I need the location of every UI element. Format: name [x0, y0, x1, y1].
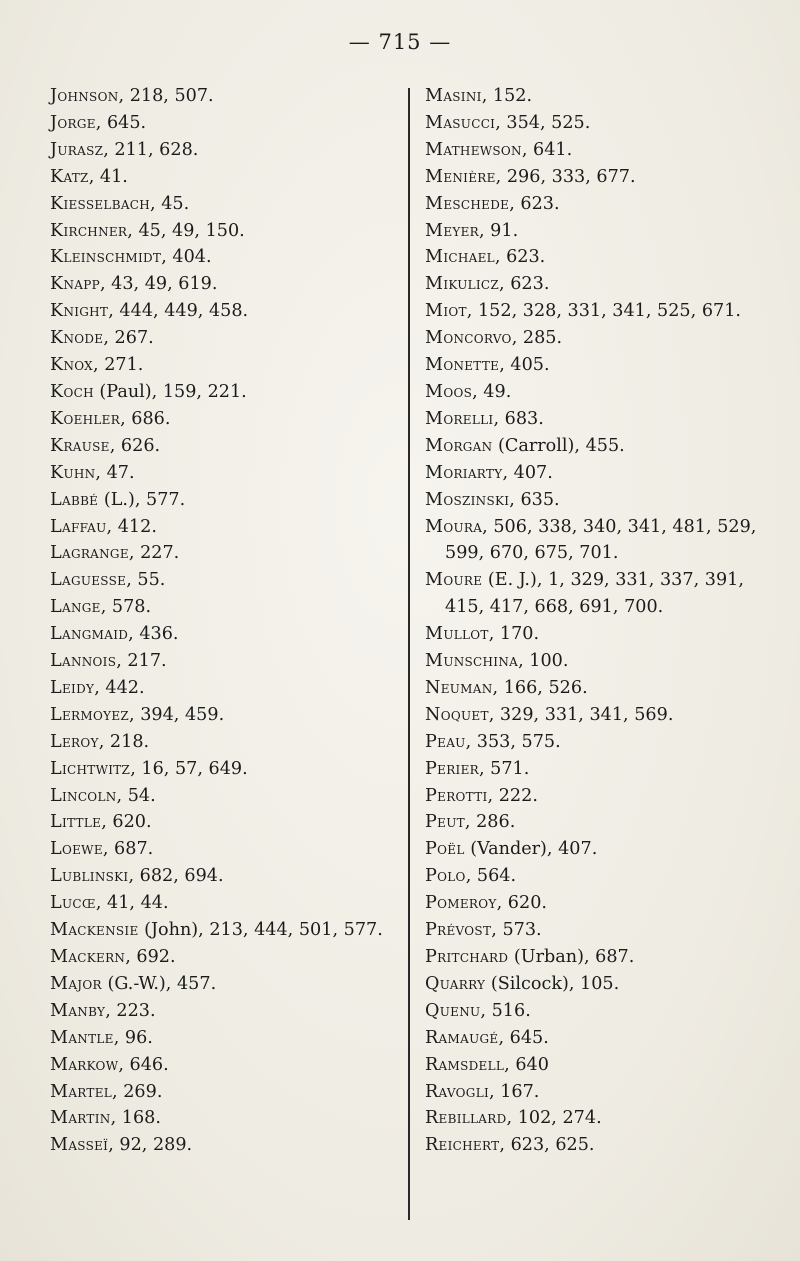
- index-entry-name: Rebillard: [425, 1108, 507, 1129]
- index-entry: [425, 863, 777, 890]
- index-entry-name: Knight: [50, 301, 109, 322]
- index-entry: [50, 917, 400, 944]
- index-entry-name: Laguesse: [50, 570, 127, 591]
- index-entry-refs: , 271.: [93, 355, 144, 376]
- index-entry-name: Laffau: [50, 516, 107, 537]
- index-entry: [50, 890, 400, 917]
- index-entry: [50, 352, 400, 379]
- index-entry-refs: , 682, 694.: [128, 866, 224, 887]
- index-entry-refs: , 43, 49, 619.: [99, 274, 218, 295]
- index-entry: [425, 325, 777, 352]
- index-entry-name: Manby: [50, 1000, 106, 1021]
- index-entry-refs: , 516.: [480, 1000, 531, 1021]
- column-divider: [408, 88, 410, 1220]
- index-entry-name: Kiesselbach: [50, 193, 151, 214]
- index-entry-refs: , 296, 333, 677.: [495, 166, 636, 187]
- index-entry-refs: , 45, 49, 150.: [127, 220, 245, 241]
- index-entry-refs: , 269.: [112, 1081, 163, 1102]
- index-entry-refs: , 405.: [499, 355, 550, 376]
- index-entry-name: Miot: [425, 301, 467, 322]
- index-entry: [50, 1105, 400, 1132]
- index-entry-name: Krause: [50, 435, 110, 456]
- index-entry-name: Masini: [425, 86, 482, 106]
- index-entry: [50, 244, 400, 271]
- index-entry-name: Perier: [425, 758, 479, 779]
- index-entry: [425, 1052, 777, 1079]
- index-entry-name: Poël: [425, 839, 465, 860]
- index-entry: [425, 998, 777, 1025]
- index-entry: [50, 567, 400, 594]
- index-entry-name: Leroy: [50, 731, 99, 752]
- index-entry-refs: , 218.: [98, 731, 150, 752]
- index-entry: [425, 809, 777, 836]
- index-entry-refs: , 683.: [493, 408, 544, 429]
- index-entry-name: Michael: [425, 247, 495, 268]
- index-entry-refs: , 444, 449, 458.: [108, 301, 249, 322]
- index-entry-refs: , 394, 459.: [129, 704, 225, 725]
- index-entry-name: Lucœ: [50, 893, 96, 914]
- index-entry: [425, 352, 777, 379]
- index-entry: [50, 271, 400, 298]
- index-entry-refs: , 285.: [511, 328, 563, 349]
- index-entry-name: Meyer: [425, 220, 479, 241]
- index-entry-name: Mikulicz: [425, 274, 500, 295]
- index-entry-refs: , 442.: [94, 677, 145, 698]
- index-entry-refs: , 41.: [88, 166, 128, 187]
- index-entry-name: Jurasz: [50, 139, 104, 160]
- index-entry-name: Langmaid: [50, 624, 129, 645]
- index-entry-name: Reichert: [425, 1135, 500, 1156]
- index-entry-refs: , 41, 44.: [95, 893, 169, 914]
- index-entry-name: Noquet: [425, 704, 489, 725]
- index-entry-refs: , 286.: [464, 812, 516, 833]
- index-entry-name: Markow: [50, 1054, 119, 1075]
- index-entry-name: Lannois: [50, 651, 117, 672]
- index-entry-name: Lagrange: [50, 543, 129, 564]
- index-entry-refs: , 54.: [116, 785, 156, 806]
- index-entry-name: Martel: [50, 1081, 113, 1102]
- index-entry-refs: , 218, 507.: [118, 86, 214, 106]
- index-entry: [425, 917, 777, 944]
- index-entry-name: Labbé: [50, 489, 99, 510]
- index-entry: [425, 83, 777, 110]
- index-entry-refs: , 267.: [103, 328, 154, 349]
- index-entry-refs: , 692.: [125, 947, 176, 967]
- index-entry-refs: , 687.: [102, 839, 154, 860]
- index-entry: [425, 218, 777, 245]
- index-entry: [425, 567, 777, 621]
- index-entry: [425, 729, 777, 756]
- index-entry: [50, 675, 400, 702]
- index-entry: [425, 621, 777, 648]
- index-entry-refs: , 564.: [465, 866, 517, 887]
- index-entry: [50, 406, 400, 433]
- index-entry-name: Monette: [425, 355, 500, 376]
- index-entry-refs: (Urban), 687.: [508, 947, 635, 967]
- index-entry: [425, 433, 777, 460]
- index-entry-refs: , 223.: [105, 1000, 156, 1021]
- index-entry-name: Lange: [50, 597, 101, 618]
- index-entry-refs: , 407.: [502, 462, 553, 483]
- index-entry-name: Moura: [425, 516, 483, 537]
- index-entry-name: Katz: [50, 166, 89, 187]
- index-entry-name: Moos: [425, 381, 473, 402]
- index-entry-name: Kuhn: [50, 462, 96, 483]
- index-entry-refs: , 100.: [518, 651, 569, 672]
- index-entry-refs: , 645.: [498, 1027, 549, 1048]
- index-entry-name: Lublinski: [50, 866, 129, 887]
- index-entry-refs: , 49.: [472, 381, 512, 402]
- index-entry: [50, 298, 400, 325]
- index-entry-name: Moszinski: [425, 489, 510, 510]
- index-entry: [425, 164, 777, 191]
- index-entry-name: Knapp: [50, 274, 100, 295]
- index-entry-name: Masseï: [50, 1135, 109, 1156]
- index-entry-refs: (Carroll), 455.: [492, 435, 625, 456]
- index-entry-name: Mackensie: [50, 920, 139, 941]
- index-entry: [50, 1025, 400, 1052]
- index-entry-refs: (E. J.), 1, 329, 331, 337, 391, 415, 417, 668, 691, 700.: [445, 570, 744, 618]
- index-entry-name: Johnson: [50, 86, 119, 106]
- index-entry-refs: , 640: [504, 1054, 549, 1075]
- index-entry-name: Perotti: [425, 785, 488, 806]
- index-entry-name: Moncorvo: [425, 328, 512, 349]
- index-entry-name: Quenu: [425, 1000, 481, 1021]
- index-entry-name: Kirchner: [50, 220, 128, 241]
- index-entry: [50, 460, 400, 487]
- index-entry-refs: , 620.: [496, 893, 547, 914]
- index-entry-refs: , 645.: [95, 112, 147, 133]
- index-entry-refs: , 436.: [128, 624, 179, 645]
- index-entry: [425, 460, 777, 487]
- index-entry-refs: , 92, 289.: [108, 1135, 193, 1156]
- index-entry: [425, 1132, 777, 1159]
- index-entry-name: Morgan: [425, 435, 493, 456]
- index-entry-refs: , 168.: [110, 1108, 161, 1129]
- index-entry: [50, 944, 400, 971]
- index-entry: [425, 271, 777, 298]
- index-entry-name: Ravogli: [425, 1081, 490, 1102]
- index-entry-refs: , 217.: [116, 651, 167, 672]
- index-entry-refs: , 635.: [509, 489, 560, 510]
- index-entry-refs: , 646.: [118, 1054, 169, 1075]
- index-entry-name: Pomeroy: [425, 893, 497, 914]
- index-entry: [50, 621, 400, 648]
- index-entry-refs: (John), 213, 444, 501, 577.: [138, 920, 383, 941]
- index-entry-refs: , 152.: [481, 86, 533, 106]
- index-entry-refs: , 686.: [120, 408, 171, 429]
- index-entry: [50, 433, 400, 460]
- index-entry-name: Koch: [50, 381, 94, 402]
- index-entry: [425, 191, 777, 218]
- index-entry: [425, 971, 777, 998]
- index-entry-refs: (Silcock), 105.: [485, 973, 620, 994]
- index-entry-refs: (Vander), 407.: [464, 839, 598, 860]
- index-entry-refs: , 167.: [489, 1081, 540, 1102]
- index-entry-name: Neuman: [425, 677, 493, 698]
- index-entry-name: Menière: [425, 166, 496, 187]
- index-entry: [50, 836, 400, 863]
- index-entry-name: Munschina: [425, 651, 519, 672]
- index-entry-refs: , 170.: [488, 624, 540, 645]
- index-entry-refs: , 166, 526.: [492, 677, 588, 698]
- index-entry-name: Jorge: [50, 112, 96, 133]
- index-entry: [50, 137, 400, 164]
- index-entry-refs: , 571.: [478, 758, 530, 779]
- index-entry: [425, 514, 777, 568]
- index-entry: [425, 406, 777, 433]
- index-entry-name: Lichtwitz: [50, 758, 131, 779]
- index-entry: [50, 648, 400, 675]
- index-entry-refs: , 626.: [109, 435, 161, 456]
- index-entry-name: Mackern: [50, 947, 126, 967]
- index-entry-name: Meschede: [425, 193, 510, 214]
- index-entry-refs: , 578.: [100, 597, 152, 618]
- index-entry-name: Prévost: [425, 920, 492, 941]
- index-entry-refs: , 16, 57, 649.: [130, 758, 248, 779]
- index-entry: [50, 863, 400, 890]
- index-entry: [425, 648, 777, 675]
- index-entry-name: Quarry: [425, 973, 486, 994]
- index-entry-refs: , 354, 525.: [495, 112, 591, 133]
- index-entry: [50, 729, 400, 756]
- index-entry-refs: , 47.: [95, 462, 135, 483]
- index-entry: [425, 137, 777, 164]
- index-entry-refs: , 222.: [487, 785, 538, 806]
- index-entry: [50, 325, 400, 352]
- index-entry: [425, 944, 777, 971]
- index-entry-name: Ramsdell: [425, 1054, 505, 1075]
- index-entry-name: Little: [50, 812, 102, 833]
- index-entry-refs: , 152, 328, 331, 341, 525, 671.: [466, 301, 741, 322]
- index-entry-name: Kleinschmidt: [50, 247, 162, 268]
- index-entry-refs: , 102, 274.: [506, 1108, 602, 1129]
- index-entry-refs: , 404.: [161, 247, 212, 268]
- index-entry: [425, 702, 777, 729]
- index-entry: [425, 890, 777, 917]
- index-entry: [50, 594, 400, 621]
- index-entry-name: Ramaugé: [425, 1027, 499, 1048]
- index-entry-name: Moriarty: [425, 462, 503, 483]
- index-entry-refs: , 55.: [126, 570, 166, 591]
- index-entry-refs: , 227.: [128, 543, 180, 564]
- index-entry: [425, 836, 777, 863]
- index-entry-refs: (L.), 577.: [98, 489, 186, 510]
- index-entry-refs: , 623.: [494, 247, 546, 268]
- index-entry-refs: , 641.: [521, 139, 573, 160]
- index-entry: [50, 218, 400, 245]
- index-entry-refs: , 91.: [479, 220, 519, 241]
- index-entry-name: Loewe: [50, 839, 103, 860]
- page-number: — 715 —: [348, 30, 452, 54]
- index-entry-refs: , 506, 338, 340, 341, 481, 529, 599, 670, 675, 701.: [445, 516, 757, 564]
- index-entry-name: Mantle: [50, 1027, 114, 1048]
- index-entry-refs: , 211, 628.: [103, 139, 199, 160]
- index-entry: [50, 1132, 400, 1159]
- index-entry: [425, 1025, 777, 1052]
- index-entry: [50, 110, 400, 137]
- index-entry-name: Knox: [50, 355, 94, 376]
- index-entry: [425, 1079, 777, 1106]
- index-entry: [425, 1105, 777, 1132]
- index-entry: [50, 702, 400, 729]
- index-entry: [50, 191, 400, 218]
- index-entry-refs: , 573.: [491, 920, 542, 941]
- index-entry: [425, 110, 777, 137]
- index-entry: [425, 487, 777, 514]
- index-entry-name: Mathewson: [425, 139, 522, 160]
- index-entry-refs: , 45.: [150, 193, 190, 214]
- index-entry-name: Morelli: [425, 408, 494, 429]
- index-entry: [50, 783, 400, 810]
- index-entry-name: Major: [50, 973, 102, 994]
- index-entry: [425, 675, 777, 702]
- index-entry: [425, 783, 777, 810]
- index-entry: [50, 1079, 400, 1106]
- index-entry-refs: , 412.: [106, 516, 157, 537]
- index-entry-refs: , 620.: [101, 812, 152, 833]
- index-entry-refs: , 353, 575.: [465, 731, 561, 752]
- index-entry: [425, 244, 777, 271]
- index-entry-refs: (G.-W.), 457.: [101, 973, 217, 994]
- index-entry-refs: (Paul), 159, 221.: [93, 381, 247, 402]
- index-entry: [50, 379, 400, 406]
- index-entry-refs: , 623, 625.: [499, 1135, 595, 1156]
- index-entry: [50, 809, 400, 836]
- index-entry: [50, 487, 400, 514]
- index-entry: [50, 971, 400, 998]
- index-entry: [50, 1052, 400, 1079]
- index-column-left: [50, 83, 400, 1159]
- index-entry-name: Peut: [425, 812, 465, 833]
- index-entry: [50, 998, 400, 1025]
- index-entry-name: Leidy: [50, 677, 95, 698]
- index-entry-name: Martin: [50, 1108, 111, 1129]
- index-entry: [50, 514, 400, 541]
- index-entry-name: Peau: [425, 731, 466, 752]
- index-entry-name: Moure: [425, 570, 483, 591]
- index-entry: [50, 756, 400, 783]
- index-entry-name: Pritchard: [425, 947, 509, 967]
- index-entry-name: Masucci: [425, 112, 496, 133]
- index-entry: [50, 83, 400, 110]
- index-entry-name: Polo: [425, 866, 466, 887]
- index-entry: [425, 379, 777, 406]
- index-entry-refs: , 623.: [509, 193, 560, 214]
- index-entry: [425, 298, 777, 325]
- index-entry: [50, 540, 400, 567]
- index-entry: [50, 164, 400, 191]
- index-entry-name: Lincoln: [50, 785, 117, 806]
- index-entry-name: Koehler: [50, 408, 121, 429]
- index-entry-refs: , 329, 331, 341, 569.: [488, 704, 674, 725]
- index-entry: [425, 756, 777, 783]
- index-column-right: [425, 83, 777, 1159]
- index-entry-name: Lermoyez: [50, 704, 130, 725]
- index-entry-name: Knode: [50, 328, 104, 349]
- index-entry-refs: , 623.: [499, 274, 550, 295]
- index-entry-name: Mullot: [425, 624, 489, 645]
- index-entry-refs: , 96.: [113, 1027, 153, 1048]
